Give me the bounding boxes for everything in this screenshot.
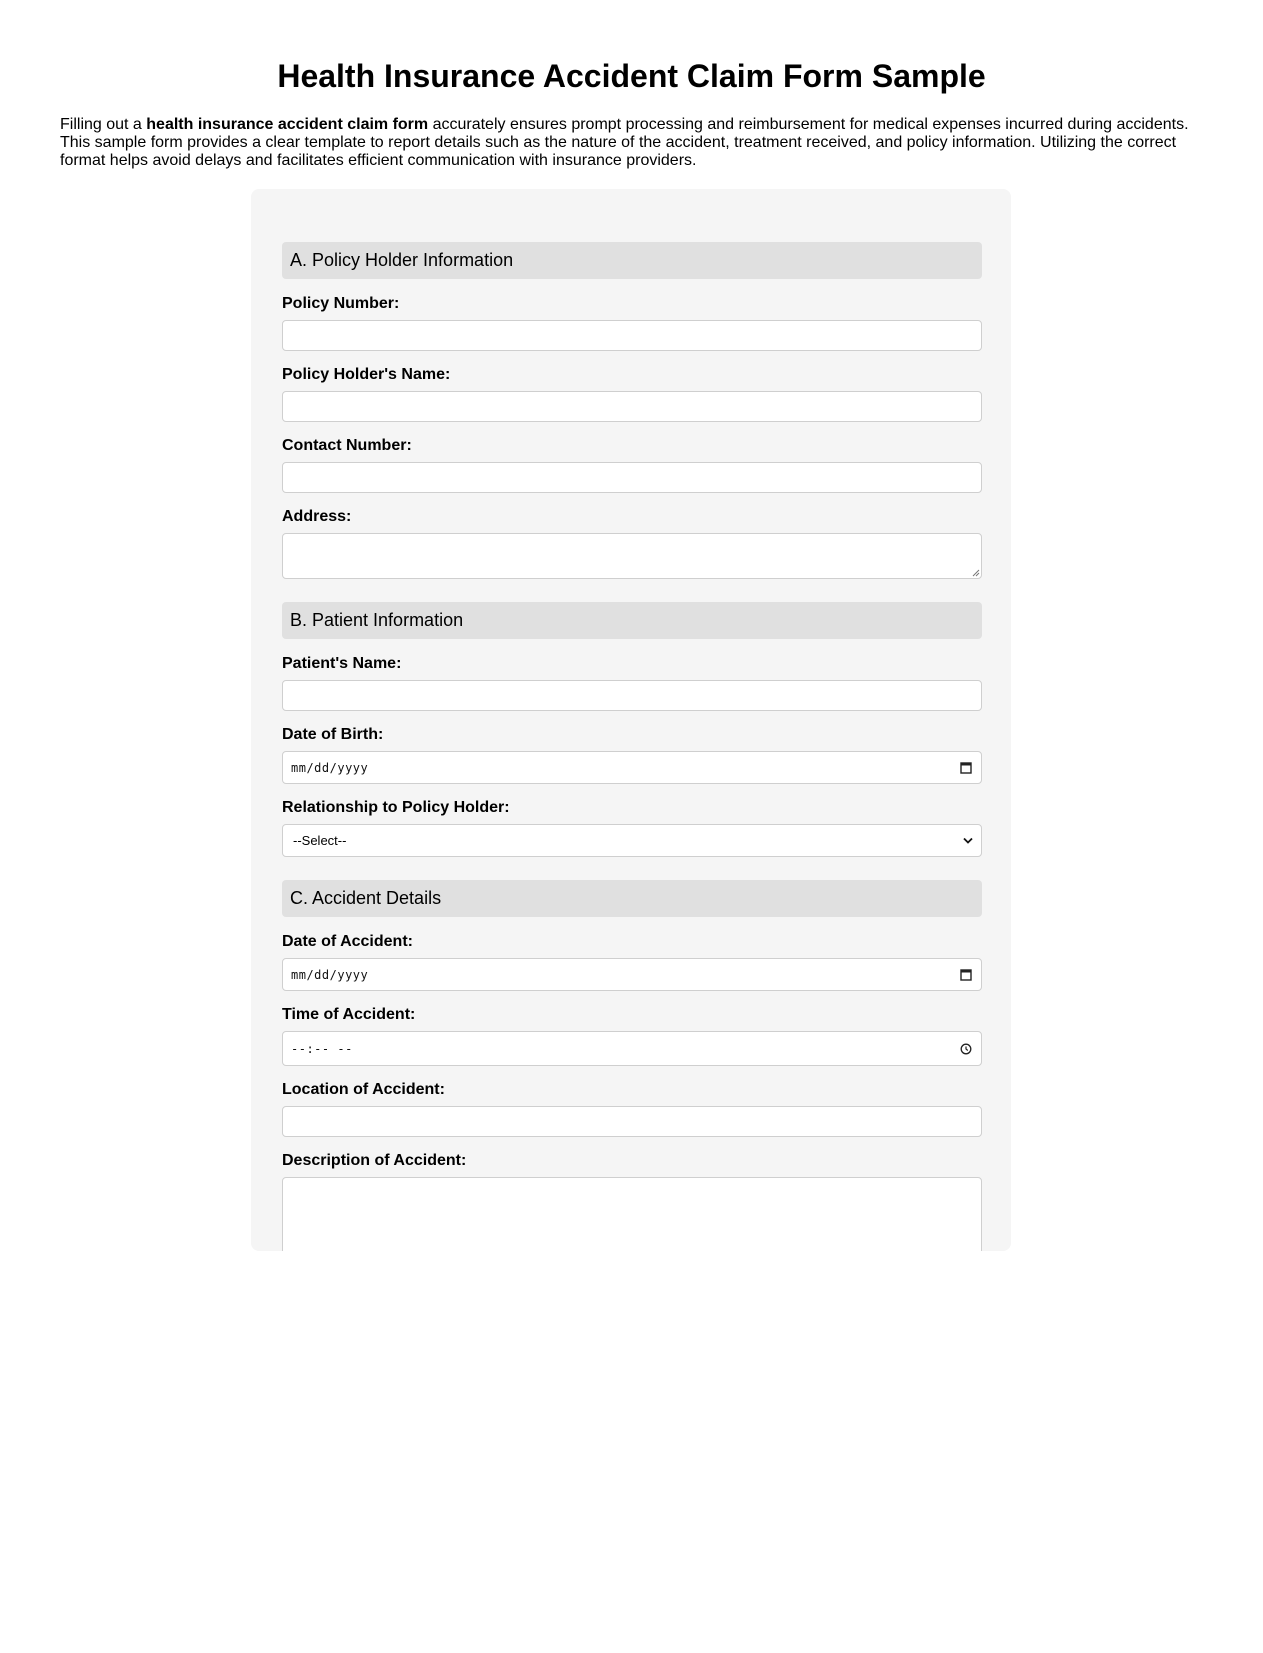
- description-of-accident-textarea[interactable]: [282, 1177, 982, 1251]
- intro-paragraph: [60, 116, 1210, 170]
- chevron-down-icon: [963, 837, 973, 844]
- time-of-accident-label: Time of Accident:: [282, 1006, 416, 1023]
- field-relationship: [282, 799, 982, 857]
- field-location-of-accident: [282, 1081, 982, 1137]
- patient-name-label: Patient's Name:: [282, 655, 402, 672]
- contact-number-label: Contact Number:: [282, 437, 412, 454]
- date-of-birth-input[interactable]: [282, 751, 982, 784]
- field-contact-number: [282, 437, 982, 493]
- date-of-accident-input[interactable]: [282, 958, 982, 991]
- section-header-policy-holder: A. Policy Holder Information: [282, 242, 982, 279]
- time-of-accident-input[interactable]: [282, 1031, 982, 1066]
- contact-number-input[interactable]: [282, 462, 982, 493]
- date-of-birth-placeholder: mm/dd/yyyy: [291, 760, 369, 775]
- policy-holder-name-label: Policy Holder's Name:: [282, 366, 451, 383]
- date-of-accident-label: Date of Accident:: [282, 933, 413, 950]
- field-address: [282, 508, 982, 579]
- date-of-accident-placeholder: mm/dd/yyyy: [291, 967, 369, 982]
- field-description-of-accident: [282, 1152, 982, 1251]
- policy-holder-name-input[interactable]: [282, 391, 982, 422]
- address-label: Address:: [282, 508, 352, 525]
- resize-handle-icon[interactable]: [971, 568, 980, 577]
- field-date-of-accident: [282, 933, 982, 991]
- date-of-birth-label: Date of Birth:: [282, 726, 384, 743]
- calendar-icon[interactable]: [960, 968, 972, 981]
- policy-number-label: Policy Number:: [282, 295, 400, 312]
- claim-form: [251, 189, 1011, 1251]
- clock-icon[interactable]: [960, 1043, 972, 1055]
- location-of-accident-input[interactable]: [282, 1106, 982, 1137]
- page-title: Health Insurance Accident Claim Form Sample: [277, 58, 986, 94]
- field-date-of-birth: [282, 726, 982, 784]
- intro-prefix: Filling out a: [60, 116, 147, 133]
- intro-suffix: accurately ensures prompt processing and reimbursement for medical expenses incurred during accidents. This sample form provides a clear template to report details such as the nature of the accident, treatment received, and policy information. Utilizing the correct format helps avoid delays and facilitates efficient communication with insurance providers.: [60, 116, 1189, 169]
- address-textarea[interactable]: [282, 533, 982, 579]
- calendar-icon[interactable]: [960, 761, 972, 774]
- patient-name-input[interactable]: [282, 680, 982, 711]
- field-policy-number: [282, 295, 982, 351]
- field-time-of-accident: [282, 1006, 982, 1066]
- time-of-accident-placeholder: --:-- --: [291, 1041, 353, 1056]
- field-patient-name: [282, 655, 982, 711]
- relationship-label: Relationship to Policy Holder:: [282, 799, 510, 816]
- description-of-accident-label: Description of Accident:: [282, 1152, 467, 1169]
- section-header-accident-details: C. Accident Details: [282, 880, 982, 917]
- relationship-select[interactable]: [282, 824, 982, 857]
- relationship-selected-value: --Select--: [293, 833, 347, 848]
- policy-number-input[interactable]: [282, 320, 982, 351]
- location-of-accident-label: Location of Accident:: [282, 1081, 445, 1098]
- claim-form-content: [282, 242, 982, 1251]
- field-policy-holder-name: [282, 366, 982, 422]
- intro-bold-keyword: health insurance accident claim form: [146, 116, 429, 133]
- section-header-patient: B. Patient Information: [282, 602, 982, 639]
